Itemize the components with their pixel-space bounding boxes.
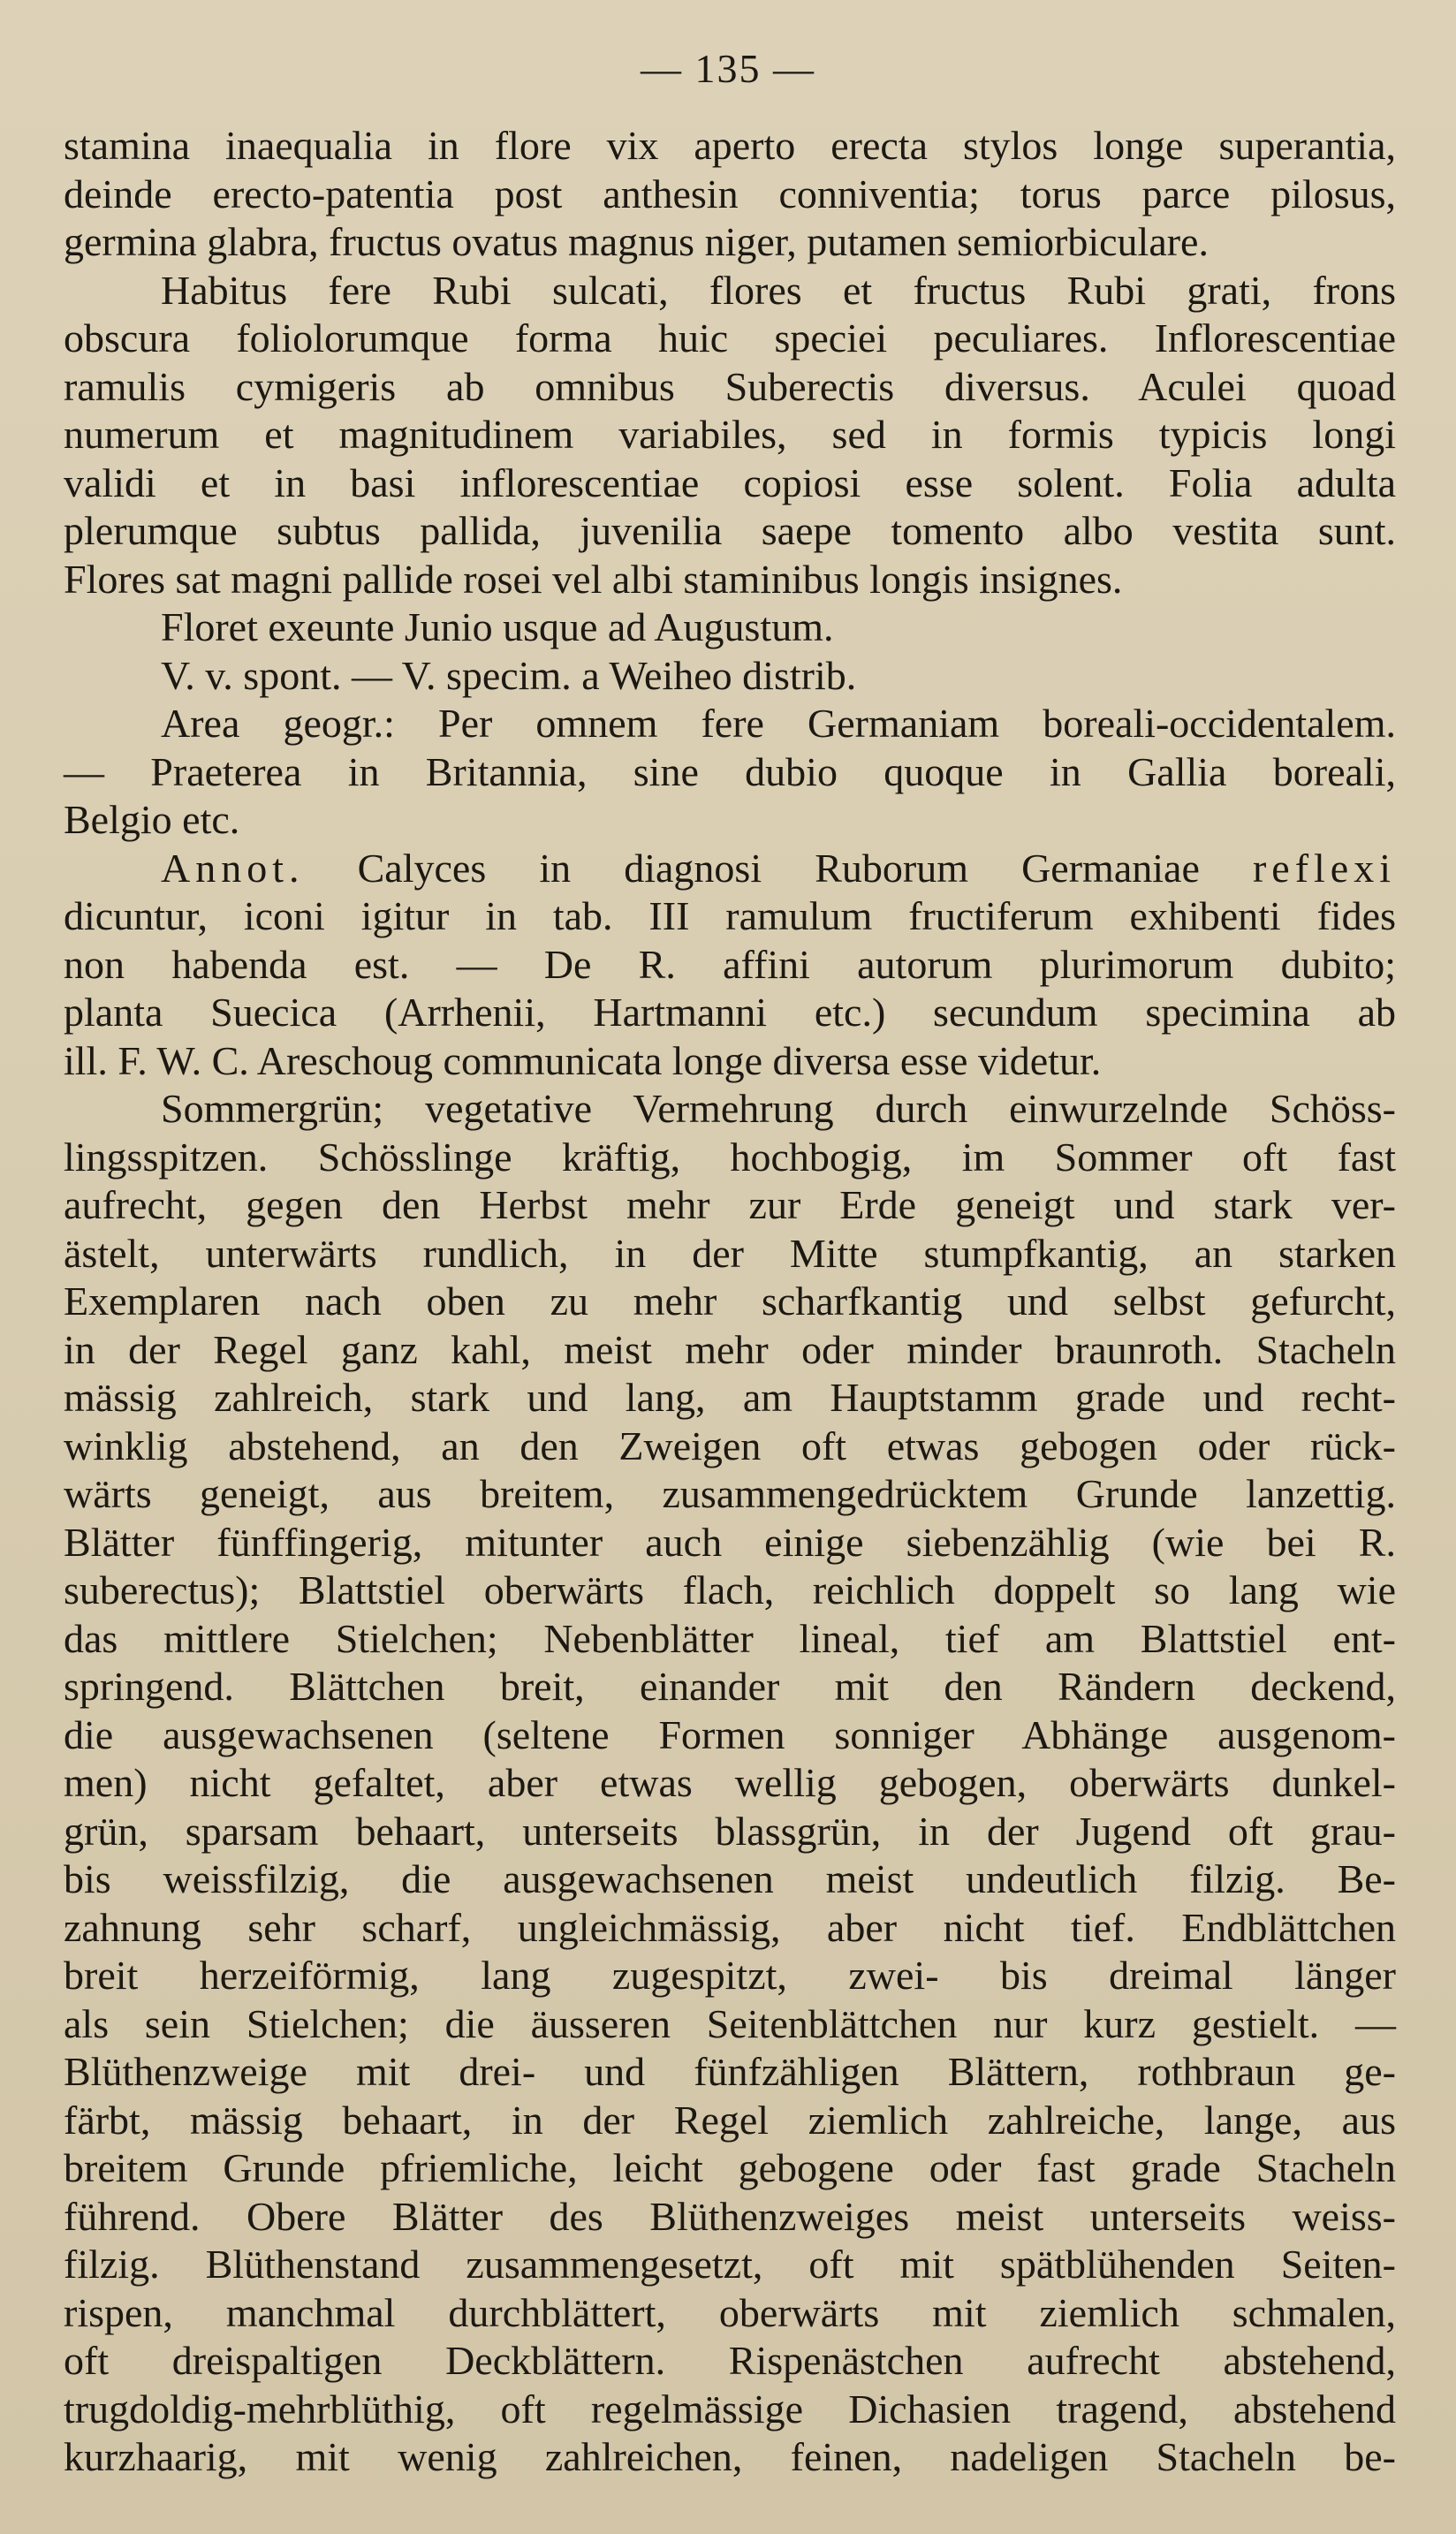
text-line: färbt, mässig behaart, in der Regel ziemlich zahlreiche, lange, aus xyxy=(64,2097,1396,2143)
text-line: Belgio etc. xyxy=(64,797,240,842)
text-line: springend. Blättchen breit, einander mit den Rändern deckend, xyxy=(64,1664,1396,1709)
text-line: bis weissfilzig, die ausgewachsenen meist undeutlich filzig. Be- xyxy=(64,1856,1396,1901)
text-line: Habitus fere Rubi sulcati, flores et fructus Rubi grati, frons xyxy=(161,267,1396,313)
text-line: plerumque subtus pallida, juvenilia saepe tomento albo vestita sunt. xyxy=(64,508,1396,553)
text-line: Calyces in diagnosi Ruborum Germaniae xyxy=(357,845,1200,891)
text-line: — Praeterea in Britannia, sine dubio quoque in Gallia boreali, xyxy=(64,748,1396,794)
annot-label: Annot. xyxy=(161,845,305,891)
text-line: Blüthenzweige mit drei- und fünfzähligen Blättern, rothbraun ge- xyxy=(64,2049,1396,2094)
text-line: führend. Obere Blätter des Blüthenzweiges meist unterseits weiss- xyxy=(64,2193,1396,2239)
text-line: germina glabra, fructus ovatus magnus niger, putamen semiorbiculare. xyxy=(64,219,1209,264)
text-line: ramulis cymigeris ab omnibus Suberectis diversus. Aculei quoad xyxy=(64,363,1396,409)
text-line: validi et in basi inflorescentiae copiosi esse solent. Folia adulta xyxy=(64,459,1396,505)
text-line: Sommergrün; vegetative Vermehrung durch einwurzelnde Schöss- xyxy=(161,1086,1396,1131)
text-line: suberectus); Blattstiel oberwärts flach, reichlich doppelt so lang wie xyxy=(64,1567,1396,1612)
text-line: stamina inaequalia in flore vix aperto erecta stylos longe superantia, xyxy=(64,123,1396,168)
text-line: planta Suecica (Arrhenii, Hartmanni etc.) secundum specimina ab xyxy=(64,990,1396,1035)
text-line: Exemplaren nach oben zu mehr scharfkantig und selbst gefurcht, xyxy=(64,1278,1396,1324)
text-line: rispen, manchmal durchblättert, oberwärts mit ziemlich schmalen, xyxy=(64,2289,1396,2335)
text-line: filzig. Blüthenstand zusammengesetzt, oft mit spätblühenden Seiten- xyxy=(64,2242,1396,2287)
text-line: die ausgewachsenen (seltene Formen sonniger Abhänge ausgenom- xyxy=(64,1711,1396,1757)
text-line: winklig abstehend, an den Zweigen oft etwas gebogen oder rück- xyxy=(64,1423,1396,1468)
text-line: ill. F. W. C. Areschoug communicata longe diversa esse videtur. xyxy=(64,1037,1102,1083)
page-number: — 135 — xyxy=(641,46,815,91)
text-line: aufrecht, gegen den Herbst mehr zur Erde geneigt und stark ver- xyxy=(64,1182,1396,1227)
text-line: ästelt, unterwärts rundlich, in der Mitte stumpfkantig, an starken xyxy=(64,1230,1396,1276)
text-line: obscura foliolorumque forma huic speciei peculiares. Inflorescentiae xyxy=(64,315,1396,360)
text-line: trugdoldig-mehrblüthig, oft regelmässige Dichasien tragend, abstehend xyxy=(64,2386,1396,2432)
text-line: Blätter fünffingerig, mitunter auch einige siebenzählig (wie bei R. xyxy=(64,1519,1396,1565)
text-line: Flores sat magni pallide rosei vel albi staminibus longis insignes. xyxy=(64,556,1123,602)
text-line: V. v. spont. — V. specim. a Weiheo distrib. xyxy=(161,652,857,698)
text-line: lingsspitzen. Schösslinge kräftig, hochbogig, im Sommer oft fast xyxy=(64,1134,1396,1180)
body-text xyxy=(64,122,1396,2482)
text-line: zahnung sehr scharf, ungleichmässig, aber nicht tief. Endblättchen xyxy=(64,1904,1396,1950)
annot-spaced-word: reflexi xyxy=(1252,845,1396,891)
text-line: mässig zahlreich, stark und lang, am Hauptstamm grade und recht- xyxy=(64,1375,1396,1420)
text-line: Area geogr.: Per omnem fere Germaniam boreali-occidentalem. xyxy=(161,701,1396,746)
text-line: grün, sparsam behaart, unterseits blassgrün, in der Jugend oft grau- xyxy=(64,1808,1396,1854)
text-line: breit herzeiförmig, lang zugespitzt, zwei- bis dreimal länger xyxy=(64,1953,1396,1998)
text-line: numerum et magnitudinem variabiles, sed in formis typicis longi xyxy=(64,412,1396,457)
text-line: oft dreispaltigen Deckblättern. Rispenästchen aufrecht abstehend, xyxy=(64,2338,1396,2383)
annot-line xyxy=(64,845,1396,893)
text-line: das mittlere Stielchen; Nebenblätter lineal, tief am Blattstiel ent- xyxy=(64,1615,1396,1661)
text-line: kurzhaarig, mit wenig zahlreichen, feinen, nadeligen Stacheln be- xyxy=(64,2434,1396,2479)
text-line: non habenda est. — De R. affini autorum plurimorum dubito; xyxy=(64,941,1396,987)
text-line: wärts geneigt, aus breitem, zusammengedrücktem Grunde lanzettig. xyxy=(64,1471,1396,1516)
text-line: breitem Grunde pfriemliche, leicht gebogene oder fast grade Stacheln xyxy=(64,2145,1396,2190)
text-line: in der Regel ganz kahl, meist mehr oder minder braunroth. Stacheln xyxy=(64,1326,1396,1372)
text-line: men) nicht gefaltet, aber etwas wellig gebogen, oberwärts dunkel- xyxy=(64,1760,1396,1805)
text-line: deinde erecto-patentia post anthesin conniventia; torus parce pilosus, xyxy=(64,171,1396,216)
text-line: Floret exeunte Junio usque ad Augustum. xyxy=(161,604,834,649)
text-line: als sein Stielchen; die äusseren Seitenblättchen nur kurz gestielt. — xyxy=(64,2000,1396,2046)
text-line: dicuntur, iconi igitur in tab. III ramulum fructiferum exhibenti fides xyxy=(64,893,1396,938)
